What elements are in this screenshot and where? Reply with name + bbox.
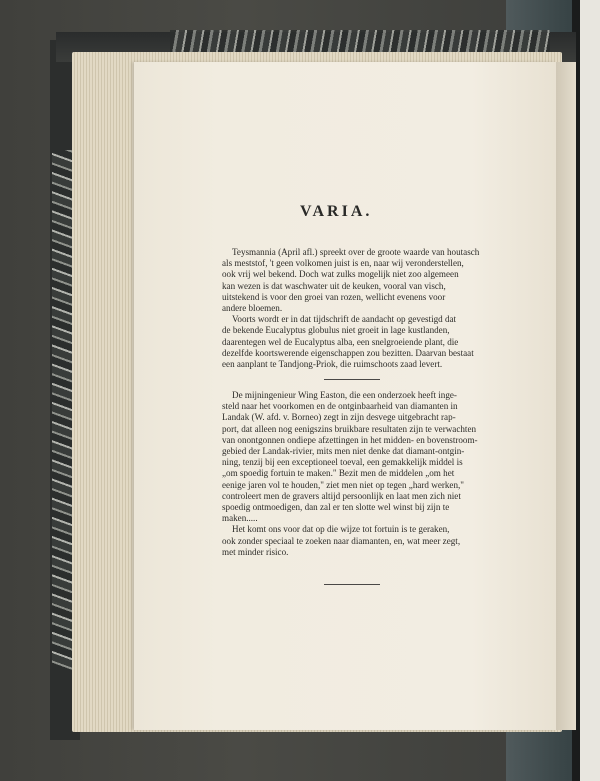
text-line: De mijningenieur Wing Easton, die een onderzoek heeft inge-: [232, 390, 457, 400]
text-line: ning, tenzij bij een exceptioneel toeval, een gemakkelijk middel is: [222, 457, 463, 468]
text-line: Teysmannia (April afl.) spreekt over de groote waarde van houtasch: [232, 247, 480, 257]
page-gutter: [556, 62, 576, 730]
marbled-edge-top: [170, 30, 550, 52]
text-line: als meststof, 't geen volkomen juist is en, naar wij veronderstellen,: [222, 258, 464, 269]
section-heading: VARIA.: [300, 203, 373, 220]
text-line: met minder risico.: [222, 546, 289, 557]
text-line: steld naar het voorkomen en de ontginbaarheid van diamanten in: [222, 401, 458, 412]
text-line: „om spoedig fortuin te maken." Bezit men de middelen „om het: [222, 468, 455, 479]
text-line: dezelfde koortswerende eigenschappen zou bezitten. Daarvan bestaat: [222, 347, 474, 358]
text-line: port, dat alleen nog eenigszins bruikbare resultaten zijn te verwachten: [222, 423, 477, 434]
text-line: de bekende Eucalyptus globulus niet groeit in lage kustlanden,: [222, 325, 450, 336]
text-line: Landak (W. afd. v. Borneo) zegt in zijn desvege uitgebracht rap-: [222, 412, 456, 423]
text-block-1: [222, 247, 508, 370]
section-divider: [324, 379, 380, 380]
text-line: controleert men de gravers altijd persoonlijk en laat men zich niet: [222, 490, 461, 501]
text-line: eenige jaren vol te houden," ziet men niet op tegen „hard werken,": [222, 479, 464, 490]
text-line: uitstekend is voor den groei van rozen, wellicht evenens voor: [222, 291, 446, 302]
text-line: van onontgonnen ondiepe afzettingen in het midden- en bovenstroom-: [222, 434, 478, 445]
text-line: gebied der Landak-rivier, mits men niet denke dat diamant-ontgin-: [222, 446, 465, 457]
text-block-2: [222, 390, 508, 558]
text-line: maken.....: [222, 513, 258, 524]
section-divider: [324, 584, 380, 585]
marbled-edge-left: [52, 150, 72, 670]
text-line: kan wezen is dat waschwater uit de keuken, vooral van visch,: [222, 280, 446, 291]
text-line: Het komt ons voor dat op die wijze tot fortuin is te geraken,: [232, 524, 450, 535]
text-line: daarentegen wel de Eucalyptus alba, een snelgroeiende plant, die: [222, 336, 459, 347]
text-line: spoedig ontmoedigen, dan zal er ten slotte wel winst bij zijn te: [222, 502, 450, 513]
text-line: Voorts wordt er in dat tijdschrift de aandacht op gevestigd dat: [232, 314, 457, 325]
text-line: een aanplant te Tandjong-Priok, die ruimschoots zaad levert.: [222, 359, 443, 370]
text-line: ook zonder speciaal te zoeken naar diamanten, en, wat meer zegt,: [222, 535, 461, 546]
next-page-edge: [580, 0, 600, 781]
text-line: ook vrij wel bekend. Doch wat zulks mogelijk niet zoo algemeen: [222, 269, 459, 280]
text-line: andere bloemen.: [222, 303, 283, 314]
